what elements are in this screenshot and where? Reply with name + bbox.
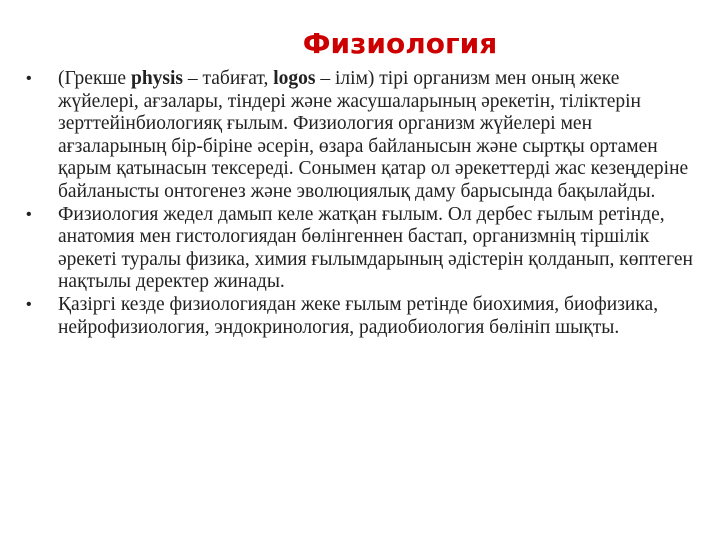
bullet-text-3: Қазіргі кезде физиологиядан жеке ғылым ретінде биохимия, биофизика, нейрофизиология, эндокринология, радиобиология бөлініп шықты. xyxy=(58,293,659,338)
slide-title: Физиология xyxy=(302,27,498,60)
bullet-marker-icon: • xyxy=(26,205,32,223)
bullet-1-term-logos: logos xyxy=(273,68,316,89)
bullet-marker-icon: • xyxy=(26,70,32,87)
bullet-item-1 xyxy=(26,68,704,204)
bullet-list xyxy=(26,68,704,339)
bullet-item-2 xyxy=(26,204,704,294)
bullet-text-2: Физиология жедел дамып келе жатқан ғылым. Ол дербес ғылым ретінде, анатомия мен гистологиядан бөлінгеннен бастап, организмнің тіршілік әрекеті туралы физика, химия ғылымдарының әдістерін қолданып, көптеген нақтылы деректер жинады. xyxy=(58,203,693,293)
bullet-item-3 xyxy=(26,294,704,339)
bullet-text-1 xyxy=(58,68,688,202)
bullet-marker-icon: • xyxy=(26,295,32,313)
bullet-1-term-physis: physis xyxy=(130,68,184,89)
bullet-1-prefix: (Грекше xyxy=(58,68,131,89)
bullet-1-suffix: – ілім) тірі организм мен оның жеке жүйелері, ағзалары, тіндері және жасушаларының әрекетін, тіліктерін зерттейінбиологияқ ғылым. Физиология организм жүйелері мен ағзаларының бір-біріне әсерін, өзара байланысын және сыртқы ортамен қарым қатынасын тексереді. Сонымен қатар ол әрекеттерді жас кезеңдеріне байланысты онтогенез және эволюциялық даму барысында бақылайды. xyxy=(58,68,689,202)
bullet-1-middle: – табиғат, xyxy=(183,68,274,89)
